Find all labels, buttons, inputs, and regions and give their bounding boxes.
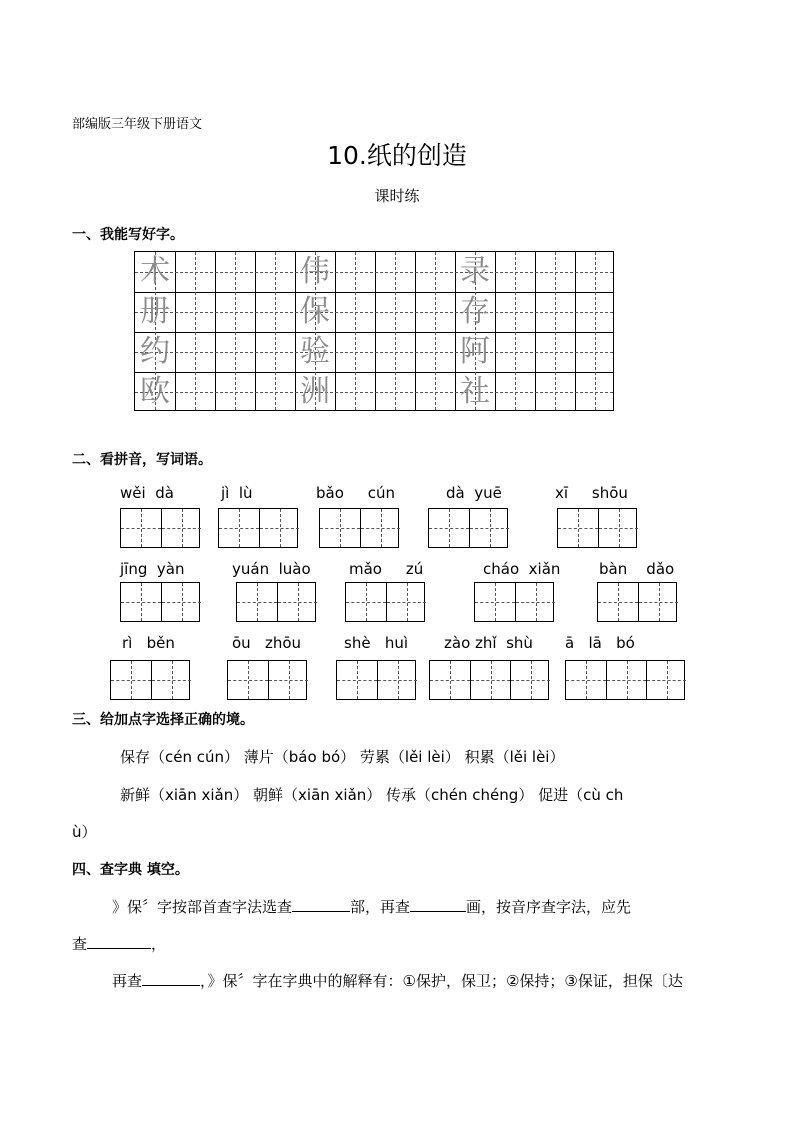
section-four-line-3 (112, 970, 683, 991)
answer-cell[interactable] (470, 661, 510, 699)
grid-guide (275, 252, 276, 410)
answer-box[interactable] (565, 660, 685, 700)
answer-box[interactable] (428, 508, 508, 548)
trace-character: 存 (460, 294, 490, 329)
answer-cell[interactable] (430, 661, 470, 699)
cell-guide (141, 509, 142, 547)
pinyin-label: bǎo cún (316, 484, 395, 502)
grid-guide (555, 252, 556, 410)
grid-guide (235, 252, 236, 410)
answer-cell[interactable] (386, 583, 426, 621)
pinyin-label: ōu zhōu (232, 634, 302, 652)
cell-guide (619, 509, 620, 547)
pinyin-label: jì lù (221, 484, 253, 502)
answer-cell[interactable] (515, 583, 555, 621)
answer-box[interactable] (120, 508, 200, 548)
answer-cell[interactable] (566, 661, 606, 699)
answer-cell[interactable] (598, 583, 638, 621)
answer-cell[interactable] (646, 661, 686, 699)
answer-box[interactable] (218, 508, 298, 548)
cell-guide (357, 661, 358, 699)
answer-cell[interactable] (638, 583, 678, 621)
answer-box[interactable] (336, 660, 416, 700)
answer-cell[interactable] (111, 661, 151, 699)
cell-guide (239, 509, 240, 547)
cell-guide (182, 509, 183, 547)
grid-guide (135, 272, 613, 273)
cell-guide (618, 583, 619, 621)
dict-text: ， (151, 935, 167, 953)
answer-cell[interactable] (277, 583, 317, 621)
cell-guide (450, 661, 451, 699)
cell-guide (407, 583, 408, 621)
answer-cell[interactable] (268, 661, 308, 699)
pinyin-label: zào zhǐ shù (444, 634, 533, 652)
cell-guide (490, 509, 491, 547)
trace-character: 册 (140, 294, 170, 329)
cell-guide (667, 661, 668, 699)
answer-box[interactable] (429, 660, 549, 700)
answer-cell[interactable] (228, 661, 268, 699)
grid-line (415, 252, 416, 410)
pinyin-label: jīng yàn (120, 560, 185, 578)
cell-guide (131, 661, 132, 699)
writing-grid (134, 251, 614, 411)
answer-cell[interactable] (121, 509, 161, 547)
fill-blank[interactable] (142, 971, 200, 986)
trace-character: 录 (460, 254, 490, 289)
grid-guide (135, 352, 613, 353)
cell-guide (381, 509, 382, 547)
cell-guide (491, 661, 492, 699)
grid-guide (515, 252, 516, 410)
pinyin-label: dà yuē (446, 484, 502, 502)
answer-box[interactable] (557, 508, 637, 548)
cell-guide (398, 661, 399, 699)
answer-cell[interactable] (346, 583, 386, 621)
answer-cell[interactable] (237, 583, 277, 621)
pinyin-label: xī shōu (555, 484, 628, 502)
pinyin-label: mǎo zú (349, 560, 424, 578)
cell-guide (536, 583, 537, 621)
dict-text: 部，再查 (350, 898, 411, 916)
section-three-heading: 三、给加点字选择正确的境。 (72, 712, 254, 728)
grid-guide (195, 252, 196, 410)
cell-guide (659, 583, 660, 621)
answer-cell[interactable] (558, 509, 598, 547)
answer-cell[interactable] (475, 583, 515, 621)
answer-cell[interactable] (598, 509, 638, 547)
grid-line (375, 252, 376, 410)
answer-cell[interactable] (161, 509, 201, 547)
pinyin-label: bàn dǎo (599, 560, 675, 578)
cell-guide (586, 661, 587, 699)
cell-guide (531, 661, 532, 699)
section-four-line-1 (112, 896, 631, 917)
section-three-line-3: ù） (72, 823, 97, 841)
cell-guide (289, 661, 290, 699)
section-three-line-1: 保存（cén cún） 薄片（báo bó） 劳累（lěi lèi） 积累（lěi lèi） (120, 748, 565, 766)
cell-guide (627, 661, 628, 699)
section-three-line-2: 新鲜（xiān xiǎn） 朝鲜（xiān xiǎn） 传承（chén chéng） 促进（cù ch (120, 786, 624, 804)
fill-blank[interactable] (87, 934, 151, 949)
answer-cell[interactable] (377, 661, 417, 699)
grid-line (215, 252, 216, 410)
trace-character: 洲 (300, 374, 330, 409)
cell-guide (495, 583, 496, 621)
grid-guide (595, 252, 596, 410)
header-note: 部编版三年级下册语文 (72, 117, 203, 132)
grid-line (135, 332, 613, 333)
section-two-heading: 二、看拼音，写词语。 (72, 452, 212, 468)
answer-box[interactable] (120, 582, 200, 622)
grid-line (175, 252, 176, 410)
answer-box[interactable] (227, 660, 307, 700)
answer-cell[interactable] (429, 509, 469, 547)
section-one-heading: 一、我能写好字。 (72, 227, 184, 243)
grid-guide (355, 252, 356, 410)
grid-line (495, 252, 496, 410)
answer-cell[interactable] (151, 661, 191, 699)
answer-cell[interactable] (606, 661, 646, 699)
cell-guide (366, 583, 367, 621)
pinyin-label: shè huì (344, 634, 409, 652)
pinyin-label: cháo xiǎn (483, 560, 561, 578)
answer-box[interactable] (345, 582, 425, 622)
dict-text: 》保〞字按部首查字法选查 (112, 898, 293, 916)
section-four-line-2 (72, 933, 166, 954)
fill-blank[interactable] (292, 897, 350, 912)
trace-character: 保 (300, 294, 330, 329)
pinyin-label: yuán luào (232, 560, 311, 578)
pinyin-label: wěi dà (120, 484, 174, 502)
grid-line (575, 252, 576, 410)
grid-line (255, 252, 256, 410)
grid-guide (435, 252, 436, 410)
dict-text: 再查 (112, 972, 143, 990)
cell-guide (141, 583, 142, 621)
answer-box[interactable] (319, 508, 399, 548)
answer-cell[interactable] (161, 583, 201, 621)
answer-cell[interactable] (360, 509, 400, 547)
trace-character: 约 (140, 334, 170, 369)
cell-guide (449, 509, 450, 547)
grid-line (135, 372, 613, 373)
page-subtitle: 课时练 (374, 187, 420, 205)
answer-box[interactable] (236, 582, 316, 622)
cell-guide (257, 583, 258, 621)
dict-text: 画，按音序查字法，应先 (466, 898, 632, 916)
cell-guide (578, 509, 579, 547)
grid-guide (135, 392, 613, 393)
answer-cell[interactable] (337, 661, 377, 699)
answer-box[interactable] (110, 660, 190, 700)
grid-guide (395, 252, 396, 410)
grid-line (335, 252, 336, 410)
trace-character: 术 (140, 254, 170, 289)
trace-character: 社 (460, 374, 490, 409)
pinyin-label: rì běn (122, 634, 175, 652)
cell-guide (280, 509, 281, 547)
grid-line (535, 252, 536, 410)
cell-guide (248, 661, 249, 699)
answer-box[interactable] (474, 582, 554, 622)
answer-cell[interactable] (320, 509, 360, 547)
answer-cell[interactable] (469, 509, 509, 547)
grid-guide (135, 312, 613, 313)
cell-guide (182, 583, 183, 621)
fill-blank[interactable] (410, 897, 466, 912)
trace-character: 伟 (300, 254, 330, 289)
pinyin-label: ā lā bó (565, 634, 635, 652)
cell-guide (298, 583, 299, 621)
page-title: 10.纸的创造 (327, 141, 467, 170)
answer-cell[interactable] (259, 509, 299, 547)
cell-guide (340, 509, 341, 547)
grid-line (135, 292, 613, 293)
answer-cell[interactable] (219, 509, 259, 547)
answer-cell[interactable] (121, 583, 161, 621)
trace-character: 阿 (460, 334, 490, 369)
cell-guide (172, 661, 173, 699)
answer-cell[interactable] (510, 661, 550, 699)
section-four-heading: 四、查字典 填空。 (72, 862, 189, 878)
answer-box[interactable] (597, 582, 677, 622)
trace-character: 验 (300, 334, 330, 369)
dict-text: 查 (72, 935, 88, 953)
trace-character: 欧 (140, 374, 170, 409)
dict-text: ，》保〞字在字典中的解释有：①保护，保卫；②保持；③保证，担保〔达 (200, 972, 683, 990)
